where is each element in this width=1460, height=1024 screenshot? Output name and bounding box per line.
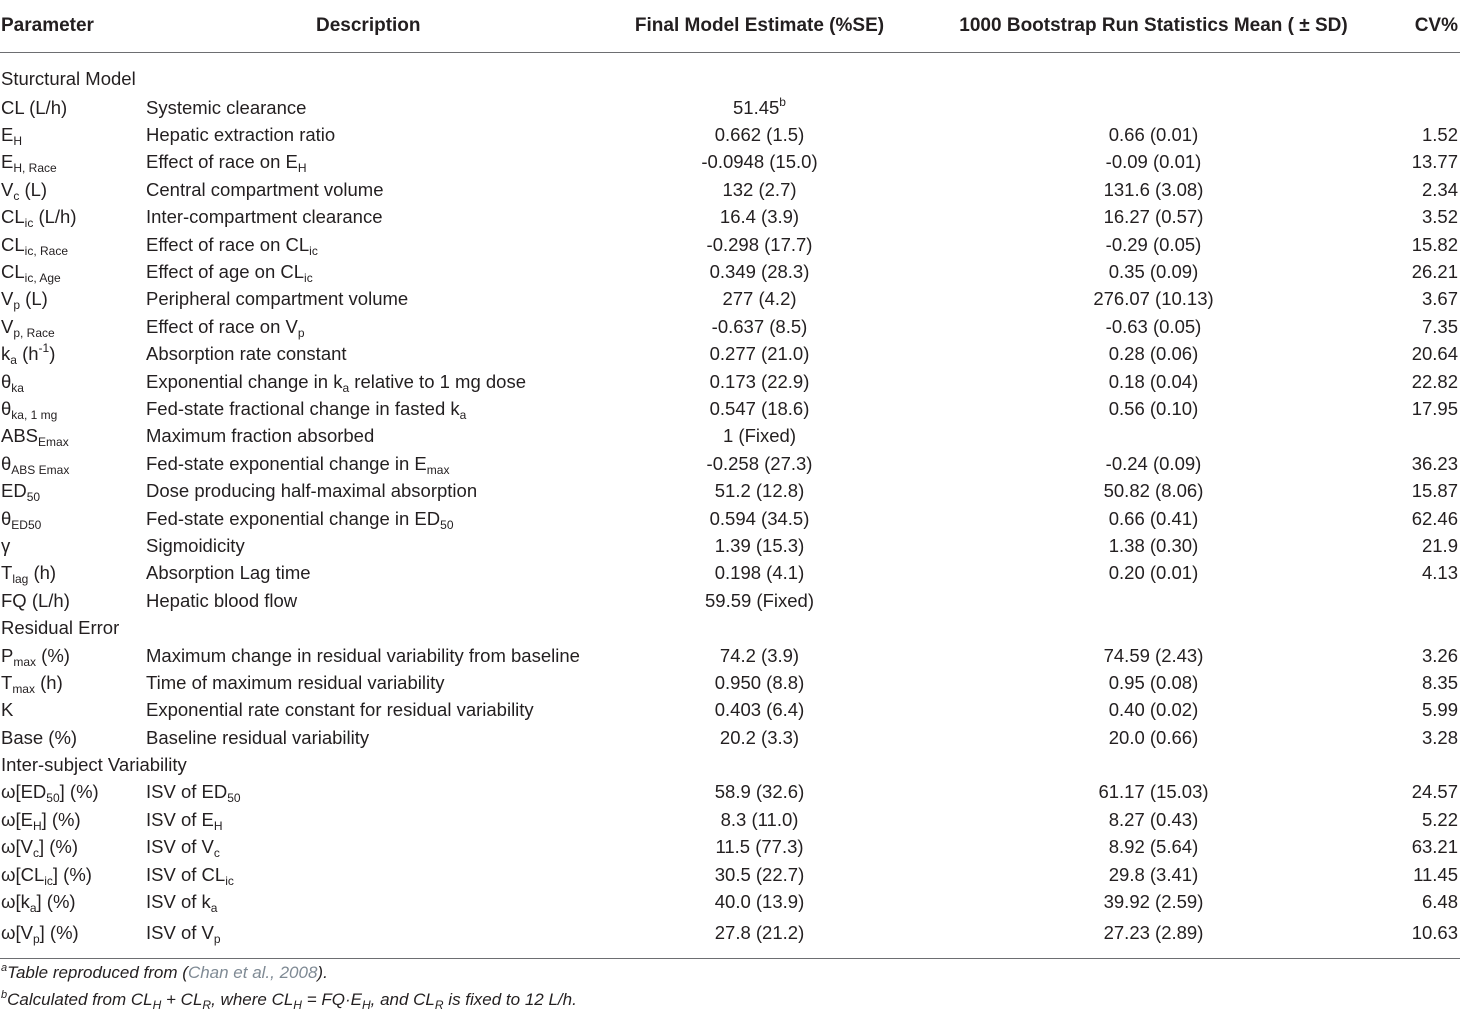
section-title: Residual Error (1, 617, 120, 639)
cv-cell (1380, 587, 1460, 614)
cv-cell: 4.13 (1421, 562, 1458, 584)
bootstrap-cell: -0.29 (0.05) (1105, 233, 1202, 255)
cv-cell: 62.46 (1411, 507, 1458, 529)
table-row (0, 779, 1460, 806)
header-parameter: Parameter (0, 0, 144, 53)
cv-cell: 2.34 (1421, 178, 1458, 200)
estimate-cell: 51.2 (12.8) (714, 480, 805, 502)
table-row (0, 477, 1460, 504)
description-cell: Central compartment volume (146, 178, 384, 200)
cv-cell: 15.82 (1411, 233, 1458, 255)
bootstrap-cell: 16.27 (0.57) (1103, 206, 1204, 228)
cv-cell (1380, 423, 1460, 450)
cv-cell: 15.87 (1411, 480, 1458, 502)
description-cell: ISV of $k_a$ (146, 891, 218, 916)
parameter-cell: $T_{lag}$ (h) (1, 562, 57, 587)
bootstrap-cell: 61.17 (15.03) (1098, 781, 1209, 803)
table-body (0, 53, 1460, 959)
parameter-cell: $V_c$ (L) (1, 178, 48, 203)
bootstrap-cell: 27.23 (2.89) (927, 916, 1380, 959)
description-cell: Inter-compartment clearance (146, 206, 383, 228)
cv-cell: 3.52 (1421, 206, 1458, 228)
description-cell: ISV of $ED_{50}$ (146, 781, 241, 806)
description-cell: Absorption Lag time (146, 562, 311, 584)
table-row (0, 94, 1460, 121)
description-cell: Effect of age on $CL_{ic}$ (146, 261, 313, 286)
header-row (0, 0, 1460, 53)
description-cell: Effect of race on $CL_{ic}$ (146, 233, 318, 258)
table-row (0, 341, 1460, 368)
estimate-cell: 0.198 (4.1) (714, 562, 805, 584)
description-cell: Fed-state fractional change in fasted $k_a$ (146, 397, 467, 422)
parameter-cell: $E_{H, Race}$ (1, 151, 57, 176)
bootstrap-cell: 39.92 (2.59) (1103, 891, 1204, 913)
table-row (0, 149, 1460, 176)
estimate-cell: 30.5 (22.7) (714, 863, 805, 885)
table-row (0, 121, 1460, 148)
bootstrap-cell: -0.63 (0.05) (1105, 315, 1202, 337)
parameter-cell: $k_a$ $(h^{-1})$ (1, 341, 56, 368)
table-row (0, 888, 1460, 915)
parameter-cell: $\theta_{ABS Emax}$ (1, 452, 70, 477)
table-row (0, 560, 1460, 587)
estimate-cell: 0.349 (28.3) (709, 261, 810, 283)
cv-cell: 11.45 (1413, 863, 1458, 885)
estimate-cell: 277 (4.2) (722, 288, 797, 310)
estimate-cell: 0.662 (1.5) (714, 124, 805, 146)
parameter-cell: $CL_{ic, Race}$ (1, 233, 69, 258)
cv-cell: 20.64 (1411, 343, 1458, 365)
cv-cell: 8.35 (1421, 671, 1458, 693)
table-row (0, 204, 1460, 231)
cv-cell: 1.52 (1421, 124, 1458, 146)
section-row (0, 614, 1460, 641)
cv-cell: 3.28 (1421, 726, 1458, 748)
estimate-cell: 16.4 (3.9) (719, 206, 800, 228)
bootstrap-cell: 0.66 (0.01) (1108, 124, 1199, 146)
estimate-cell: 0.173 (22.9) (709, 370, 810, 392)
table-row (0, 258, 1460, 285)
description-cell: ISV of $V_p$ (144, 916, 592, 959)
parameter-cell: $ED_{50}$ (1, 480, 41, 505)
parameter-cell: $\omega[V_c]$ (%) (1, 836, 78, 861)
description-cell: Maximum change in residual variability from baseline (146, 644, 580, 666)
table-row (0, 834, 1460, 861)
section-title: Inter-subject Variability (1, 754, 187, 776)
description-cell: Maximum fraction absorbed (146, 425, 375, 447)
bootstrap-cell: 0.18 (0.04) (1108, 370, 1199, 392)
cv-cell: 17.95 (1411, 397, 1458, 419)
parameter-cell: $V_{p, Race}$ (1, 315, 55, 340)
description-cell: Effect of race on $V_p$ (146, 315, 305, 340)
cv-cell: 10.63 (1380, 916, 1460, 959)
table-row (0, 916, 1460, 959)
estimate-cell: 58.9 (32.6) (714, 781, 805, 803)
parameter-cell: $P_{max}$ (%) (1, 644, 70, 669)
bootstrap-cell: 276.07 (10.13) (1093, 288, 1214, 310)
description-cell: Hepatic blood flow (146, 589, 298, 611)
parameter-cell: $\omega[E_H]$ (%) (1, 808, 81, 833)
description-cell: Dose producing half-maximal absorption (146, 480, 478, 502)
cv-cell: 7.35 (1421, 315, 1458, 337)
cv-cell: 63.21 (1411, 836, 1458, 858)
bootstrap-cell: 1.38 (0.30) (1108, 534, 1199, 556)
table-row (0, 505, 1460, 532)
cv-cell: 6.48 (1421, 891, 1458, 913)
description-cell: Effect of race on $E_H$ (146, 151, 307, 176)
description-cell: Systemic clearance (146, 96, 307, 118)
bootstrap-cell: 20.0 (0.66) (1108, 726, 1199, 748)
header-final-estimate: Final Model Estimate (%SE) (592, 0, 927, 53)
description-cell: Fed-state exponential change in $ED_{50}$ (146, 507, 454, 532)
estimate-cell: -0.0948 (15.0) (701, 151, 818, 173)
bootstrap-cell: 0.28 (0.06) (1108, 343, 1199, 365)
cv-cell: 24.57 (1411, 781, 1458, 803)
estimate-cell: 27.8 (21.2) (592, 916, 927, 959)
estimate-cell: -0.298 (17.7) (706, 233, 813, 255)
cv-cell: 21.9 (1421, 534, 1458, 556)
parameter-cell: CL (L/h) (1, 96, 68, 118)
bootstrap-cell: 0.40 (0.02) (1108, 699, 1199, 721)
bootstrap-cell: 8.92 (5.64) (1108, 836, 1199, 858)
parameter-cell: $CL_{ic, Age}$ (1, 261, 61, 286)
bootstrap-cell: 0.66 (0.41) (1108, 507, 1199, 529)
parameter-cell: $\omega[V_p]$ (%) (0, 916, 144, 959)
bootstrap-cell: -0.09 (0.01) (1105, 151, 1202, 173)
bootstrap-cell: 0.35 (0.09) (1108, 261, 1199, 283)
description-cell: Baseline residual variability (146, 726, 370, 748)
estimate-cell: 1 (Fixed) (723, 425, 796, 447)
estimate-cell: 0.547 (18.6) (709, 397, 810, 419)
parameter-cell: $T_{max}$ (h) (1, 671, 63, 696)
section-title: Sturctural Model (1, 68, 136, 89)
estimate-cell: 0.950 (8.8) (714, 671, 805, 693)
estimate-cell: 11.5 (77.3) (715, 836, 804, 858)
description-cell: Hepatic extraction ratio (146, 124, 336, 146)
estimate-cell: -0.258 (27.3) (706, 452, 813, 474)
estimate-cell: 1.39 (15.3) (714, 534, 805, 556)
cv-cell: 5.22 (1421, 808, 1458, 830)
parameter-cell: $CL_{ic}$ (L/h) (1, 206, 77, 231)
header-bootstrap: 1000 Bootstrap Run Statistics Mean ( ± SD) (927, 0, 1380, 53)
estimate-cell: 40.0 (13.9) (714, 891, 805, 913)
bootstrap-cell (927, 423, 1380, 450)
estimate-cell: 0.594 (34.5) (709, 507, 810, 529)
bootstrap-cell: 0.20 (0.01) (1108, 562, 1199, 584)
cv-cell: 5.99 (1421, 699, 1458, 721)
parameter-cell: $E_H$ (1, 124, 23, 149)
table-row (0, 861, 1460, 888)
table-row (0, 669, 1460, 696)
description-cell: Sigmoidicity (146, 534, 245, 556)
table-row (0, 313, 1460, 340)
parameter-cell: γ (1, 534, 11, 556)
parameter-cell: $\theta_{ED50}$ (1, 507, 42, 532)
cv-cell: 3.67 (1421, 288, 1458, 310)
bootstrap-cell: 131.6 (3.08) (1103, 178, 1204, 200)
parameter-cell: $ABS_{Emax}$ (1, 425, 69, 450)
table-row (0, 176, 1460, 203)
table-row (0, 724, 1460, 751)
table-row (0, 395, 1460, 422)
estimate-cell: 0.277 (21.0) (709, 343, 810, 365)
table-row (0, 806, 1460, 833)
footnote-b: $^b$Calculated from $CL_H + CL_R$, where $CL_H = FQ\cdot E_H$, and $CL_R$ is fixed to 12 L/h. (1, 988, 577, 1012)
bootstrap-cell: -0.24 (0.09) (1105, 452, 1202, 474)
citation-link[interactable]: Chan et al., 2008 (187, 962, 318, 982)
estimate-cell: 20.2 (3.3) (719, 726, 800, 748)
cv-cell: 26.21 (1411, 261, 1458, 283)
description-cell: ISV of $V_c$ (146, 836, 220, 861)
bootstrap-cell: 0.56 (0.10) (1108, 397, 1199, 419)
table-row (0, 532, 1460, 559)
description-cell: Exponential rate constant for residual variability (146, 699, 534, 721)
description-cell: Peripheral compartment volume (146, 288, 409, 310)
parameter-cell: $\omega[ED_{50}]$ (%) (1, 781, 99, 806)
estimate-cell: 0.403 (6.4) (714, 699, 805, 721)
description-cell: Absorption rate constant (146, 343, 347, 365)
table-row (0, 423, 1460, 450)
estimate-cell: 59.59 (Fixed) (705, 589, 814, 611)
bootstrap-cell: 8.27 (0.43) (1108, 808, 1199, 830)
table-row (0, 642, 1460, 669)
parameter-cell: Base (%) (1, 726, 78, 748)
estimate-cell: 51.45$^b$ (733, 94, 786, 118)
table-row (0, 231, 1460, 258)
parameter-cell: $\theta_{ka, 1 mg}$ (1, 397, 58, 422)
estimate-cell: -0.637 (8.5) (711, 315, 808, 337)
section-row (0, 751, 1460, 778)
footnote-a: $^a$Table reproduced from (Chan et al., 2008). (1, 961, 328, 982)
parameter-cell: K (1, 699, 14, 721)
table-row (0, 587, 1460, 614)
cv-cell: 22.82 (1411, 370, 1458, 392)
parameter-cell: $\omega[k_a]$ (%) (1, 891, 76, 916)
cv-cell: 3.26 (1421, 644, 1458, 666)
description-cell: Fed-state exponential change in $E_{max}$ (146, 452, 450, 477)
header-cv: CV% (1380, 0, 1460, 53)
description-cell: Exponential change in $k_a$ relative to 1 mg dose (146, 370, 527, 395)
section-row (0, 53, 1460, 95)
description-cell: ISV of $E_H$ (146, 808, 223, 833)
bootstrap-cell: 0.95 (0.08) (1108, 671, 1199, 693)
table-row (0, 368, 1460, 395)
cv-cell (1380, 94, 1460, 121)
bootstrap-cell (927, 587, 1380, 614)
bootstrap-cell: 29.8 (3.41) (1108, 863, 1199, 885)
description-cell: Time of maximum residual variability (146, 671, 445, 693)
footnotes (0, 959, 1460, 1013)
header-description: Description (144, 0, 592, 53)
parameter-cell: $\theta_{ka}$ (1, 370, 24, 395)
parameter-cell: FQ (L/h) (1, 589, 70, 611)
estimate-cell: 132 (2.7) (722, 178, 797, 200)
table-row (0, 697, 1460, 724)
estimate-cell: 8.3 (11.0) (720, 808, 799, 830)
parameter-cell: $V_p$ (L) (1, 288, 48, 313)
bootstrap-cell (927, 94, 1380, 121)
estimate-cell: 74.2 (3.9) (719, 644, 800, 666)
cv-cell: 13.77 (1411, 151, 1458, 173)
parameter-cell: $\omega[CL_{ic}]$ (%) (1, 863, 92, 888)
table-row (0, 450, 1460, 477)
table-row (0, 286, 1460, 313)
description-cell: ISV of $CL_{ic}$ (146, 863, 234, 888)
bootstrap-cell: 74.59 (2.43) (1103, 644, 1204, 666)
bootstrap-cell: 50.82 (8.06) (1103, 480, 1204, 502)
cv-cell: 36.23 (1411, 452, 1458, 474)
